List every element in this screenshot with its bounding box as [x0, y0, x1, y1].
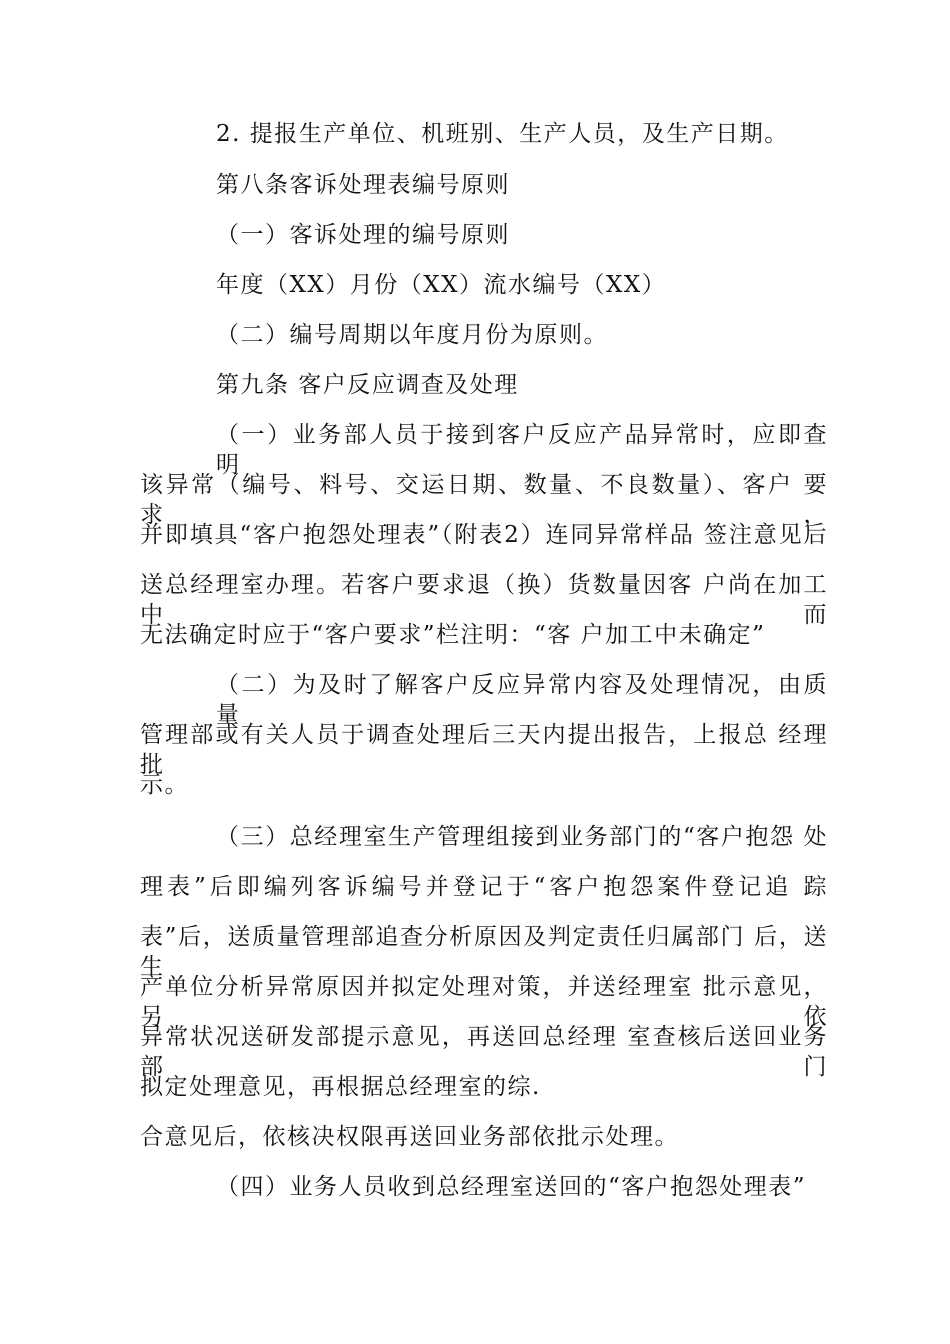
text-line-14: 示。	[140, 772, 189, 798]
text-line-20: 拟定处理意见，再根据总经理室的综.	[140, 1074, 541, 1100]
text-line-22: （四）业务人员收到总经理室送回的“客户抱怨处理表”	[216, 1174, 807, 1200]
text-line-16: 理表”后即编列客诉编号并登记于“客户抱怨案件登记追 踪	[140, 874, 828, 900]
text-line-19: 异常状况送研发部提示意见，再送回总经理 室查核后送回业务部门	[140, 1024, 828, 1080]
text-line-13: 管理部或有关人员于调查处理后三天内提出报告，上报总 经理批	[140, 722, 828, 778]
text-line-3: （一）客诉处理的编号原则	[216, 222, 510, 248]
text-line-7: （一）业务部人员于接到客户反应产品异常时，应即查 明	[216, 422, 828, 478]
text-line-11: 无法确定时应于“客户要求”栏注明：“客 户加工中未确定”	[140, 622, 766, 648]
text-line-17: 表”后，送质量管理部追查分析原因及判定责任归属部门 后，送生	[140, 924, 828, 980]
text-line-15: （三）总经理室生产管理组接到业务部门的“客户抱怨 处	[216, 824, 828, 850]
article-8-heading: 第八条客诉处理表编号原则	[216, 172, 510, 198]
article-9-heading: 第九条 客户反应调查及处理	[216, 372, 519, 398]
text-line-8: 该异常（编号、料号、交运日期、数量、不良数量）、客户 要求，	[140, 472, 828, 528]
text-line-1: 2. 提报生产单位、机班别、生产人员，及生产日期。	[216, 121, 789, 147]
text-line-4: 年度（XX）月份（XX）流水编号（XX）	[216, 272, 667, 298]
text-line-21: 合意见后，依核决权限再送回业务部依批示处理。	[140, 1124, 679, 1150]
text-line-10: 送总经理室办理。若客户要求退（换）货数量因客 户尚在加工中而	[140, 572, 828, 628]
text-line-18: 产单位分析异常原因并拟定处理对策，并送经理室 批示意见，另依	[140, 974, 828, 1030]
text-line-12: （二）为及时了解客户反应异常内容及处理情况，由质 量	[216, 672, 828, 728]
text-line-9: 并即填具“客户抱怨处理表”（附表2）连同异常样品 签注意见后	[140, 522, 828, 548]
text-line-5: （二）编号周期以年度月份为原则。	[216, 322, 608, 348]
